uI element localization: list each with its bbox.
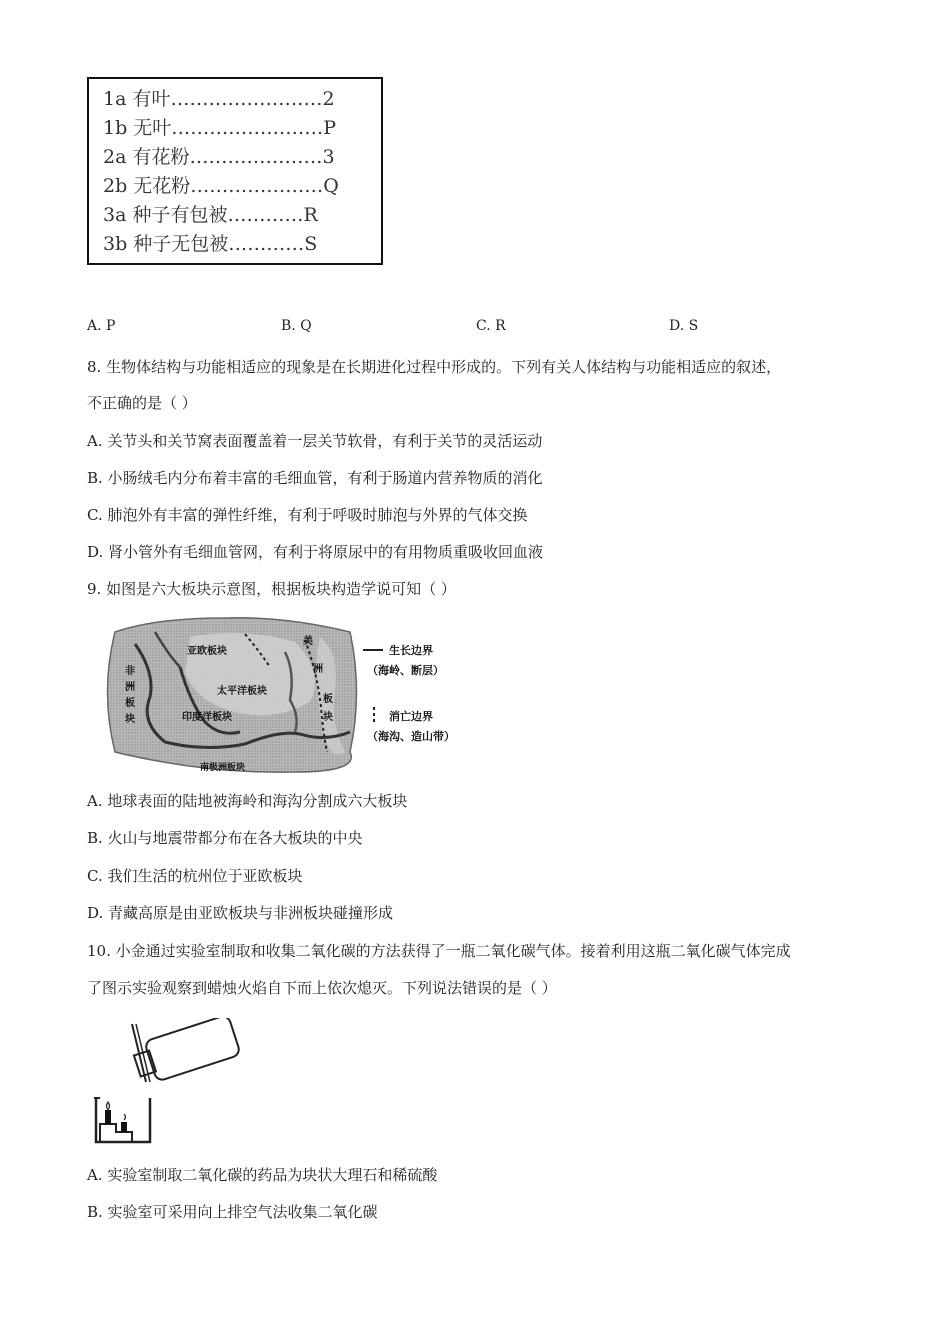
label-african: 洲 <box>125 682 135 693</box>
legend-growth-title: 生长边界 <box>389 644 433 657</box>
q7-option-a: A. P <box>87 318 116 334</box>
q8-option-c: C. 肺泡外有丰富的弹性纤维，有利于呼吸时肺泡与外界的气体交换 <box>87 506 528 524</box>
q8-option-d: D. 肾小管外有毛细血管网，有利于将原尿中的有用物质重吸收回血液 <box>87 543 544 561</box>
flame-icon <box>107 1102 110 1110</box>
label-american: 板 <box>323 694 333 705</box>
q7-options <box>87 318 887 340</box>
key-line: 3a 种子有包被…………R <box>103 204 318 226</box>
co2-candle-experiment-figure <box>88 1018 248 1146</box>
label-eurasian: 亚欧板块 <box>187 646 227 657</box>
key-line: 1b 无叶……………………P <box>103 117 337 139</box>
q8-option-b: B. 小肠绒毛内分布着丰富的毛细血管，有利于肠道内营养物质的消化 <box>87 469 543 487</box>
gas-bottle <box>131 1018 241 1086</box>
label-african: 板 <box>125 698 135 709</box>
legend-growth-sub: （海岭、断层） <box>367 664 444 677</box>
q10-option-b: B. 实验室可采用向上排空气法收集二氧化碳 <box>87 1203 378 1221</box>
label-american: 块 <box>323 712 333 723</box>
label-indian: 印度洋板块 <box>182 712 232 723</box>
q10-stem-line2: 了图示实验观察到蜡烛火焰自下而上依次熄灭。下列说法错误的是（ ） <box>87 979 557 997</box>
label-african: 非 <box>125 666 135 677</box>
q7-option-c: C. R <box>476 318 506 334</box>
legend-subduction-sub: （海沟、造山带） <box>367 730 455 743</box>
q9-stem: 9. 如图是六大板块示意图，根据板块构造学说可知（ ） <box>87 580 456 598</box>
q8-option-a: A. 关节头和关节窝表面覆盖着一层关节软骨，有利于关节的灵活运动 <box>87 432 543 450</box>
q8-stem-line1: 8. 生物体结构与功能相适应的现象是在长期进化过程中形成的。下列有关人体结构与功能相适应的叙述， <box>87 358 782 376</box>
label-american: 洲 <box>313 664 323 675</box>
q10-option-a: A. 实验室制取二氧化碳的药品为块状大理石和稀硫酸 <box>87 1166 438 1184</box>
beaker <box>96 1098 150 1142</box>
smoke-icon <box>124 1114 126 1120</box>
q9-option-d: D. 青藏高原是由亚欧板块与非洲板块碰撞形成 <box>87 904 394 922</box>
key-line: 1a 有叶……………………2 <box>103 88 335 110</box>
legend-subduction-title: 消亡边界 <box>389 710 433 723</box>
label-pacific: 太平洋板块 <box>217 686 267 697</box>
q8-stem-line2: 不正确的是（ ） <box>87 394 197 412</box>
candle-tall <box>105 1110 111 1124</box>
q7-option-b: B. Q <box>281 318 312 334</box>
key-line: 2a 有花粉…………………3 <box>103 146 335 168</box>
plate-map-figure <box>95 612 475 777</box>
q9-option-c: C. 我们生活的杭州位于亚欧板块 <box>87 867 303 885</box>
q9-option-b: B. 火山与地震带都分布在各大板块的中央 <box>87 829 363 847</box>
key-line: 3b 种子无包被…………S <box>103 233 318 255</box>
dichotomous-key-box <box>87 77 383 265</box>
q7-option-d: D. S <box>669 318 699 334</box>
q10-stem-line1: 10. 小金通过实验室制取和收集二氧化碳的方法获得了一瓶二氧化碳气体。接着利用这瓶二氧化碳气体完成 <box>87 942 791 960</box>
q9-option-a: A. 地球表面的陆地被海岭和海沟分割成六大板块 <box>87 792 408 810</box>
label-antarctic: 南极洲板块 <box>200 763 246 773</box>
label-american: 美 <box>303 636 313 647</box>
key-line: 2b 无花粉…………………Q <box>103 175 339 197</box>
label-african: 块 <box>125 714 135 725</box>
step-stand <box>100 1124 132 1142</box>
candle-short <box>121 1122 127 1132</box>
